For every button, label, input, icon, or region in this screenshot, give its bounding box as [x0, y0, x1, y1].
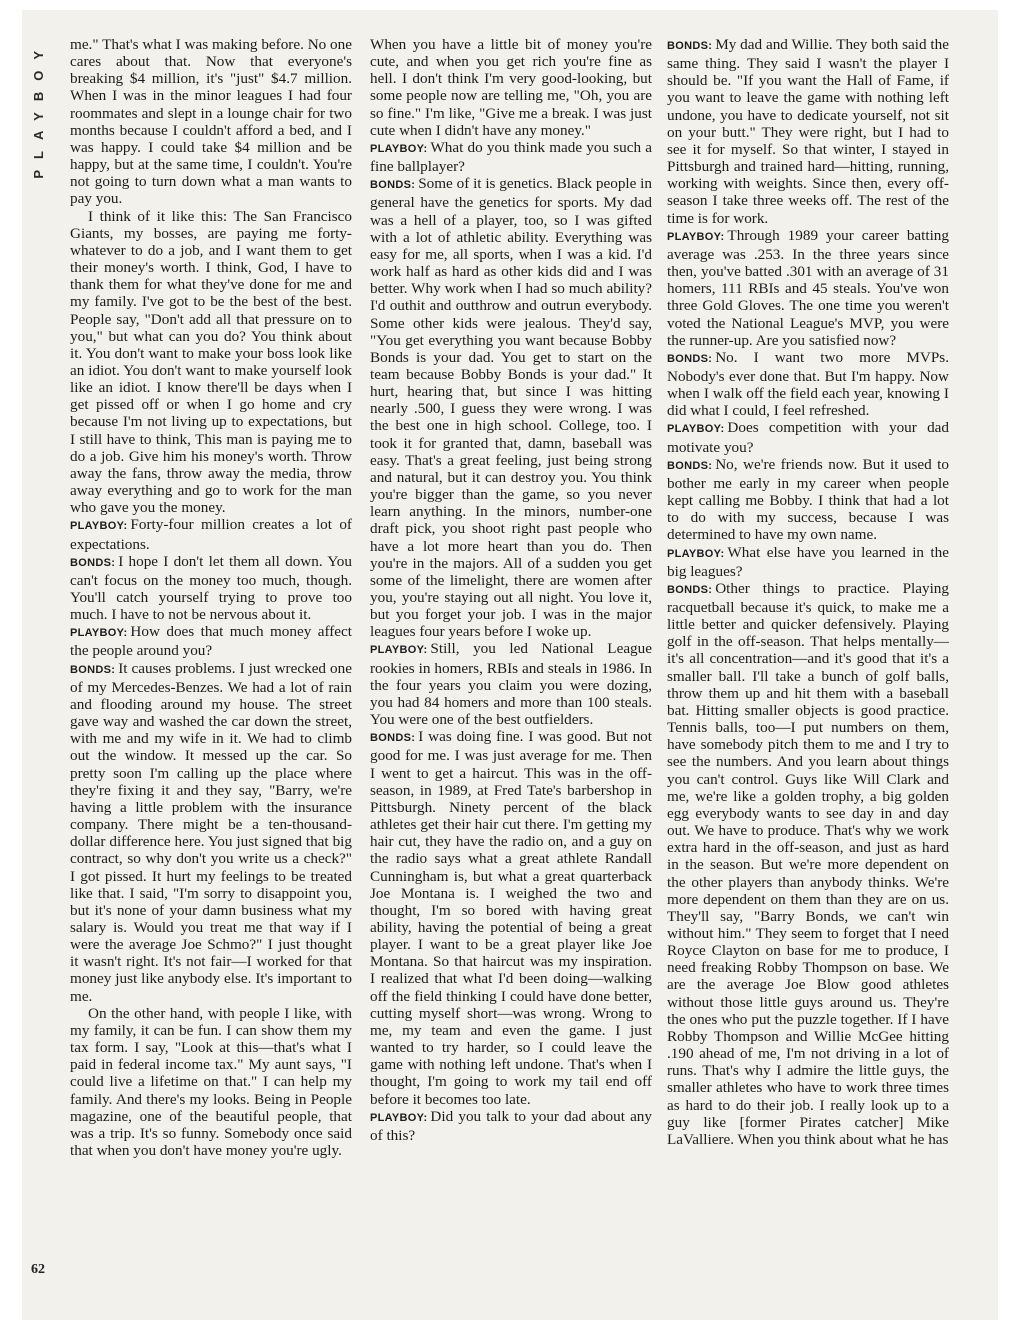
magazine-page — [22, 10, 998, 1320]
speaker-label: BONDS: — [70, 663, 116, 676]
interview-paragraph — [667, 349, 949, 420]
paragraph-text: What else have you learned in the big leagues? — [667, 543, 949, 580]
paragraph-text: Forty-four million creates a lot of expectations. — [70, 516, 352, 553]
interview-paragraph — [667, 456, 949, 544]
magazine-name-vertical: PLAYBOY — [31, 40, 46, 179]
speaker-label: PLAYBOY: — [70, 627, 128, 640]
interview-paragraph — [70, 1005, 352, 1159]
speaker-label: PLAYBOY: — [667, 423, 725, 436]
paragraph-text: I was doing fine. I was good. But not good for me. I was just average for me. Then I went to get a haircut. This was in the off-season, in 1989, at Fred Tate's barbershop in Pittsburgh. Ninety percent of the black athletes get their hair cut there. I'm getting my hair cut, they have the radio on, and a guy on the radio says what a great athlete Randall Cunningham is, but what a great quarterback Joe Montana is. I weighed the two and thought, I'm so bored with having great ability, having the potential of being a great player. I want to be a great player like Joe Montana. So that haircut was my inspiration. I realized that what I'd been doing—walking off the field thinking I could have done better, cutting myself short—was wrong. Wrong to me, my team and even the game. I just wanted to try harder, so I could leave the game with nothing left undone. That's when I thought, I'm going to work my tail end off before it becomes too late. — [370, 728, 652, 1108]
page-margin — [22, 10, 66, 1320]
paragraph-text: Other things to practice. Playing racquetball because it's quick, to make me a little better and quicker defensively. Playing golf in the off-season. That helps mentally—it's all concentration—and it's good that it's a smaller ball. I'll take a bunch of golf balls, throw them up and hit them with a baseball bat. Hitting smaller objects is good practice. Tennis balls, too—I put numbers on them, have somebody pitch them to me and I try to see the numbers. And you learn about things you can't control. Guys like Will Clark and me, we're like a golden trophy, a big golden egg everybody wants to see day in and day out. We have to produce. That's why we work extra hard in the off-season, and just as hard in the season. But we're more dependent on the other players than anybody thinks. We're more dependent on them than they are on us. They'll say, "Barry Bonds, we can't win without him." They seem to forget that I need Royce Clayton on base for me to produce, I need freaking Robby Thompson on base. We are the average Joe Blow good athletes without those little guys around us. They're the ones who put the puzzle together. If I have Robby Thompson and Willie McGee hitting .190 ahead of me, I'm not driving in a lot of runs. That's why I admire the little guys, the smaller athletes who have to work three times as hard to do their job. I really look up to a guy like [former Pirates catcher] Mike LaValliere. When you think about what he has — [667, 579, 949, 1148]
text-column-1 — [70, 36, 352, 1311]
page-number: 62 — [31, 1262, 45, 1277]
paragraph-text: Through 1989 your career batting average was .253. In the three years since then, you've batted .301 with an average of 31 homers, 111 RBIs and 45 steals. You've won three Gold Gloves. The one time you weren't voted the National League's MVP, you were the runner-up. Are you satisfied now? — [667, 226, 949, 349]
interview-paragraph — [667, 580, 949, 1148]
speaker-label: PLAYBOY: — [370, 644, 428, 657]
interview-paragraph — [370, 728, 652, 1107]
speaker-label: BONDS: — [667, 459, 713, 472]
paragraph-text: How does that much money affect the people around you? — [70, 623, 352, 660]
paragraph-text: No. I want two more MVPs. Nobody's ever done that. But I'm happy. Now when I walk off the field each year, knowing I did what I could, I feel refreshed. — [667, 348, 949, 420]
interview-paragraph — [70, 623, 352, 659]
speaker-label: BONDS: — [667, 40, 713, 52]
interview-paragraph — [70, 36, 352, 208]
paragraph-text: On the other hand, with people I like, with my family, it can be fun. I can show them my tax form. I say, "Look at this—that's what I paid in federal income tax." My aunt says, "I could live a lifetime on that." I can help my family. And there's my looks. Being in People magazine, one of the beautiful people, that was a trip. It's so funny. Somebody once said that when you don't have money you're ugly. — [70, 1004, 352, 1159]
interview-paragraph — [370, 640, 652, 728]
interview-paragraph — [370, 139, 652, 175]
interview-paragraph — [70, 553, 352, 624]
speaker-label: PLAYBOY: — [370, 142, 428, 155]
speaker-label: BONDS: — [370, 732, 416, 745]
paragraph-text: I think of it like this: The San Francisco Giants, my bosses, are paying me forty-whatever to do a job, and I want them to get their money's worth. I think, God, I have to thank them for what they've done for me and my family. I've got to be the best of the best. People say, "Don't add all that pressure on to you," but what can you do? You think about it. You don't want to make your boss look like an idiot. You don't want to make yourself look like an idiot. I know there'll be days when I get pissed off or when I go home and cry because I'm not living up to expectations, but I still have to think, This man is paying me to do a job. Give him his money's worth. Throw away the fans, throw away the media, throw away everything and go to work for the man who gave you the money. — [70, 207, 352, 517]
interview-paragraph — [370, 175, 652, 640]
speaker-label: BONDS: — [667, 583, 713, 596]
paragraph-text: Did you talk to your dad about any of this? — [370, 1107, 652, 1144]
paragraph-text: Still, you led National League rookies in homers, RBIs and steals in 1986. In the four years you claim you were dozing, you had 84 homers and more than 100 steals. You were one of the best outfielders. — [370, 640, 652, 729]
speaker-label: PLAYBOY: — [70, 520, 128, 533]
text-column-3 — [667, 36, 949, 1311]
interview-paragraph — [70, 516, 352, 552]
speaker-label: PLAYBOY: — [667, 230, 725, 243]
paragraph-text: No, we're friends now. But it used to bother me early in my career when people kept calling me Bobby. I think that had a lot to do with my success, because I was determined to have my own name. — [667, 455, 949, 544]
text-column-2 — [370, 36, 652, 1311]
paragraph-text: me." That's what I was making before. No one cares about that. Now that everyone's breaking $4 million, it's "just" $4.7 million. When I was in the minor leagues I had four roommates and slept in a lounge chair for two months because I couldn't afford a bed, and I was happy. I could take $4 million and be happy, but at the same time, I couldn't. You're not going to turn down what a man wants to pay you. — [70, 36, 352, 208]
speaker-label: BONDS: — [667, 352, 713, 365]
interview-paragraph — [667, 419, 949, 455]
speaker-label: PLAYBOY: — [667, 547, 725, 560]
interview-paragraph — [667, 36, 949, 227]
paragraph-text: It causes problems. I just wrecked one of my Mercedes-Benzes. We had a lot of rain and flooding around my house. The street gave way and washed the car down the street, with me and my wife in it. We had to climb out the window. It messed up the car. So pretty soon I'm calling up the place where they're fixing it and they say, "Barry, we're having a little problem with the insurance company. There might be a ten-thousand-dollar difference here. You just signed that big contract, so why don't you write us a check?" I got pissed. It hurt my feelings to be treated like that. I said, "I'm sorry to disappoint you, but it's none of your damn business what my salary is. Would you treat me that way if I were the average Joe Schmo?" I just thought it wasn't right. It's not fair—I worked for that money just like anybody else. It's important to me. — [70, 659, 352, 1005]
paragraph-text: What do you think made you such a fine ballplayer? — [370, 138, 652, 176]
paragraph-text: I hope I don't let them all down. You can't focus on the money too much, though. You'll catch yourself trying to prove too much. I have to not be nervous about it. — [70, 552, 352, 624]
interview-paragraph — [370, 1108, 652, 1144]
interview-paragraph — [667, 227, 949, 349]
interview-paragraph — [70, 660, 352, 1005]
paragraph-text: Some of it is genetics. Black people in general have the genetics for sports. My dad was a hell of a player, too, so I was gifted with a lot of athletic ability. Everything was easy for me, all sports, when I was a kid. I'd work half as hard as other kids did and I was better. Why work when I had so much ability? I'd outhit and outthrow and outrun everybody. Some other kids were jealous. They'd say, "You get everything you want because Bobby Bonds is your dad. You get to start on the team because Bobby Bonds is your dad." It hurt, hearing that, but since I was hitting nearly .500, I guess they were wrong. I was the best one in high school. College, too. I took it for granted that, damn, baseball was easy. That's a great feeling, just being strong and natural, but it can destroy you. You think you're bigger than the game, so you never learn anything. In the minors, number-one draft pick, you shoot right past people who have a lot more heart than you do. Then you're in the majors. All of a sudden you get some of the limelight, there are women after you, you're staying out all night. You love it, but you forget your job. I was in the major leagues four years before I woke up. — [370, 175, 652, 641]
paragraph-text: When you have a little bit of money you're cute, and when you get rich you're fine as hell. I don't think I'm very good-looking, but some people now are telling me, "Oh, you are so fine." I'm like, "Give me a break. I was just cute when I didn't have any money." — [370, 36, 652, 139]
interview-paragraph — [370, 36, 652, 139]
interview-paragraph — [70, 208, 352, 517]
paragraph-text: My dad and Willie. They both said the same thing. They said I wasn't the player I should be. "If you want the Hall of Fame, if you want to leave the game with nothing left undone, you have to dedicate yourself, not sit on your butt." They were right, but I had to see it for myself. So that winter, I stayed in Pittsburgh and trained hard—hitting, running, working with weights. Since then, every off-season I take three weeks off. The rest of the time is for work. — [667, 36, 949, 227]
interview-paragraph — [667, 544, 949, 580]
speaker-label: BONDS: — [370, 179, 416, 192]
speaker-label: BONDS: — [70, 556, 116, 569]
paragraph-text: Does competition with your dad motivate you? — [667, 419, 949, 456]
speaker-label: PLAYBOY: — [370, 1111, 428, 1124]
